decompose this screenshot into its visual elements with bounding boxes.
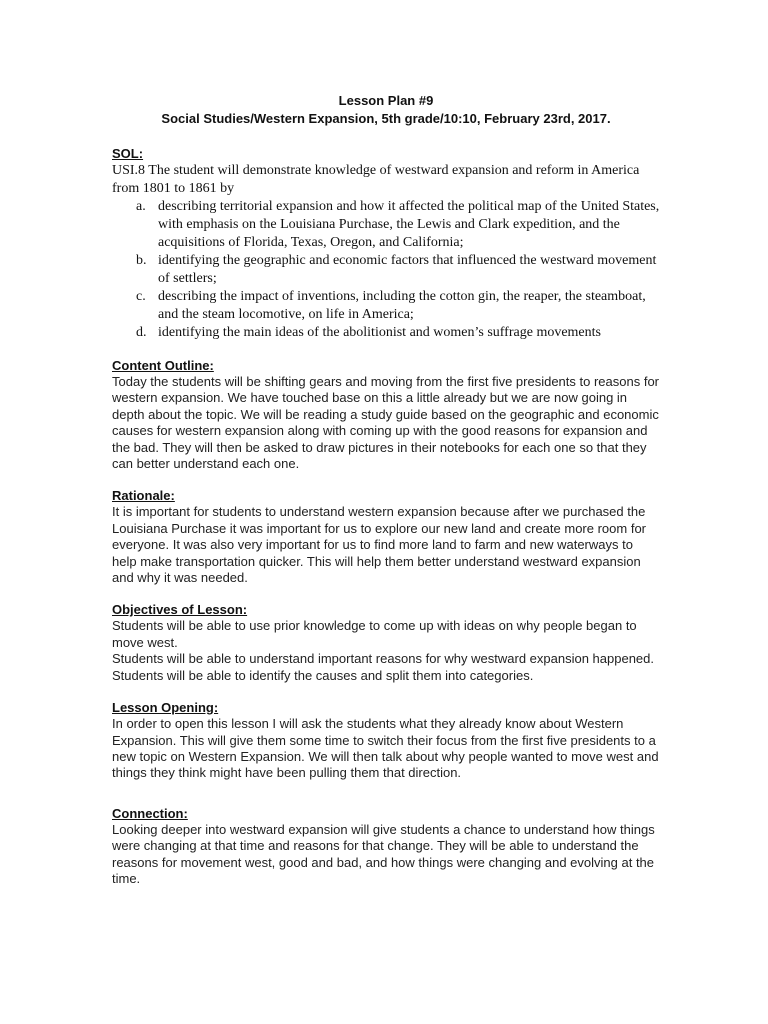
- content-outline-section: [112, 358, 660, 472]
- sol-section: [112, 146, 660, 342]
- connection-section: [112, 806, 660, 888]
- objectives-section: [112, 602, 660, 684]
- page-subtitle: Social Studies/Western Expansion, 5th grade/10:10, February 23rd, 2017.: [161, 111, 611, 126]
- sol-item-c: [136, 288, 660, 324]
- page-title: Lesson Plan #9: [338, 93, 434, 108]
- lesson-opening-section: [112, 700, 660, 782]
- rationale-section: [112, 488, 660, 586]
- objective-line: Students will be able to identify the causes and split them into categories.: [112, 667, 534, 683]
- document-page: [112, 92, 660, 887]
- sol-intro: USI.8 The student will demonstrate knowledge of westward expansion and reform in America from 1801 to 1861 by: [112, 163, 640, 196]
- sol-item-text: describing the impact of inventions, including the cotton gin, the reaper, the steamboat, and the steam locomotive, on life in America;: [158, 289, 646, 322]
- objectives-heading: Objectives of Lesson:: [112, 602, 248, 618]
- sol-item-text: describing territorial expansion and how it affected the political map of the United States, with emphasis on the Louisiana Purchase, the Lewis and Clark expedition, and the acquisitions of Florida, Texas, Oregon, and California;: [158, 199, 660, 250]
- rationale-heading: Rationale:: [112, 488, 175, 504]
- objective-line: Students will be able to use prior knowledge to come up with ideas on why people began to move west.: [112, 618, 637, 650]
- sol-item-marker: d.: [136, 325, 147, 340]
- objective-line: Students will be able to understand important reasons for why westward expansion happened.: [112, 651, 654, 667]
- sol-item-d: [136, 324, 660, 342]
- sol-item-marker: b.: [136, 253, 147, 268]
- content-outline-heading: Content Outline:: [112, 358, 214, 373]
- lesson-opening-heading: Lesson Opening:: [112, 700, 219, 716]
- sol-item-b: [136, 252, 660, 288]
- rationale-body: It is important for students to understand western expansion because after we purchased the Louisiana Purchase it was important for us to explore our new land and create more room for everyone. It was also very important for us to find more land to farm and new waterways to help make transportation quicker. This will help them better understand westward expansion and why it was needed.: [112, 504, 646, 586]
- sol-item-marker: a.: [136, 199, 146, 214]
- sol-item-a: [136, 198, 660, 252]
- connection-heading: Connection:: [112, 805, 188, 821]
- sol-item-text: identifying the geographic and economic factors that influenced the westward movement of settlers;: [158, 253, 657, 286]
- sol-item-text: identifying the main ideas of the abolitionist and women’s suffrage movements: [158, 325, 601, 340]
- content-outline-body: Today the students will be shifting gears and moving from the first five presidents to reasons for western expansion. We have touched base on this a little already but we are now going in depth about the topic. We will be reading a study guide based on the geographic and economic causes for western expansion along with coming up with the good reasons for expansion and the bad. They will then be asked to draw pictures in their notebooks for each one so that they can better understand each one.: [112, 374, 659, 472]
- lesson-opening-body: In order to open this lesson I will ask the students what they already know about Western Expansion. This will give them some time to switch their focus from the first five presidents to a new topic on Western Expansion. We will then talk about why people wanted to move west and things they think might have been pulling them that direction.: [112, 716, 659, 781]
- sol-list: [112, 198, 660, 342]
- sol-item-marker: c.: [136, 289, 146, 304]
- connection-body: Looking deeper into westward expansion will give students a chance to understand how things were changing at that time and reasons for that change. They will be able to understand the reasons for movement west, good and bad, and how things were changing and evolving at the time.: [112, 821, 655, 886]
- sol-heading: SOL:: [112, 146, 144, 161]
